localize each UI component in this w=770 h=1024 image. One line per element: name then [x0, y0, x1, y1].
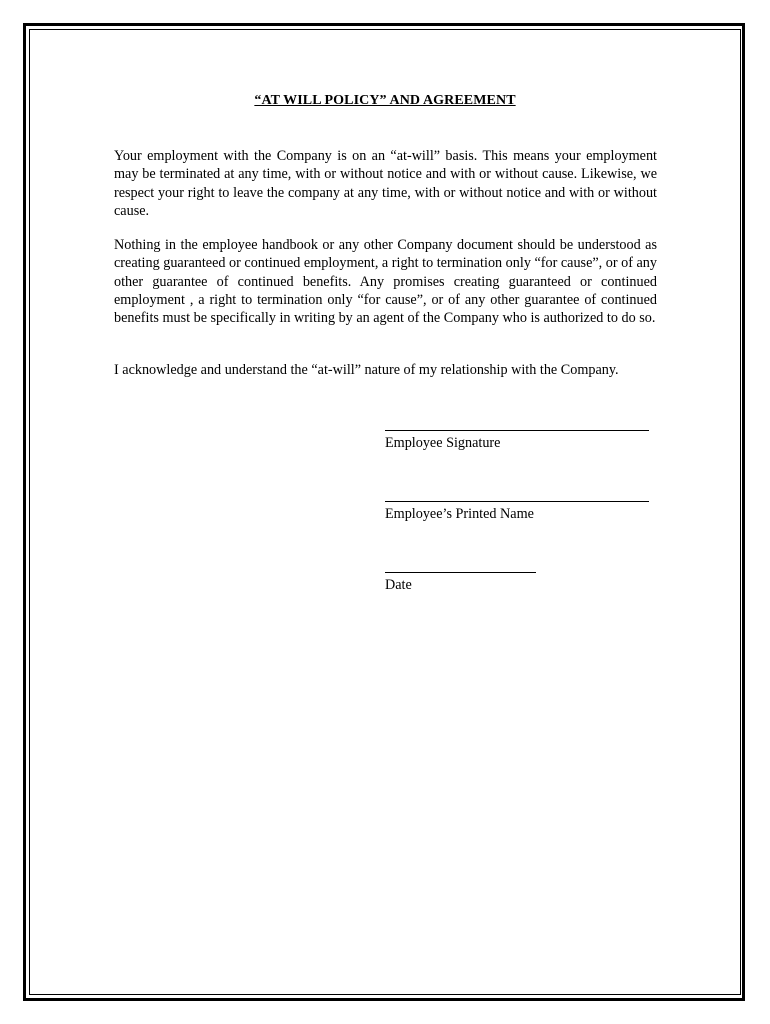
- printed-name-label: Employee’s Printed Name: [385, 506, 534, 522]
- printed-name-line[interactable]: [385, 501, 649, 502]
- paragraph-at-will-basis: Your employment with the Company is on an “at-will” basis. This means your employment may be terminated at any time, with or without notice and with or without cause. Likewise, we respect your right to leave the company at any time, with or without notice and with or without cause.: [114, 148, 657, 219]
- document-title: “AT WILL POLICY” AND AGREEMENT: [254, 93, 516, 108]
- paragraph-acknowledgement: I acknowledge and understand the “at-will” nature of my relationship with the Company.: [114, 362, 619, 378]
- date-line[interactable]: [385, 572, 536, 573]
- employee-signature-line[interactable]: [385, 430, 649, 431]
- date-label: Date: [385, 577, 412, 593]
- paragraph-no-guarantee: Nothing in the employee handbook or any other Company document should be understood as creating guaranteed or continued employment, a right to termination only “for cause”, or of any other guarantee of continued benefits. Any promises creating guaranteed or continued employment , a right to termination only “for cause”, or of any other guarantee of continued benefits must be specifically in writing by an agent of the Company who is authorized to do so.: [114, 237, 657, 327]
- employee-signature-label: Employee Signature: [385, 435, 501, 451]
